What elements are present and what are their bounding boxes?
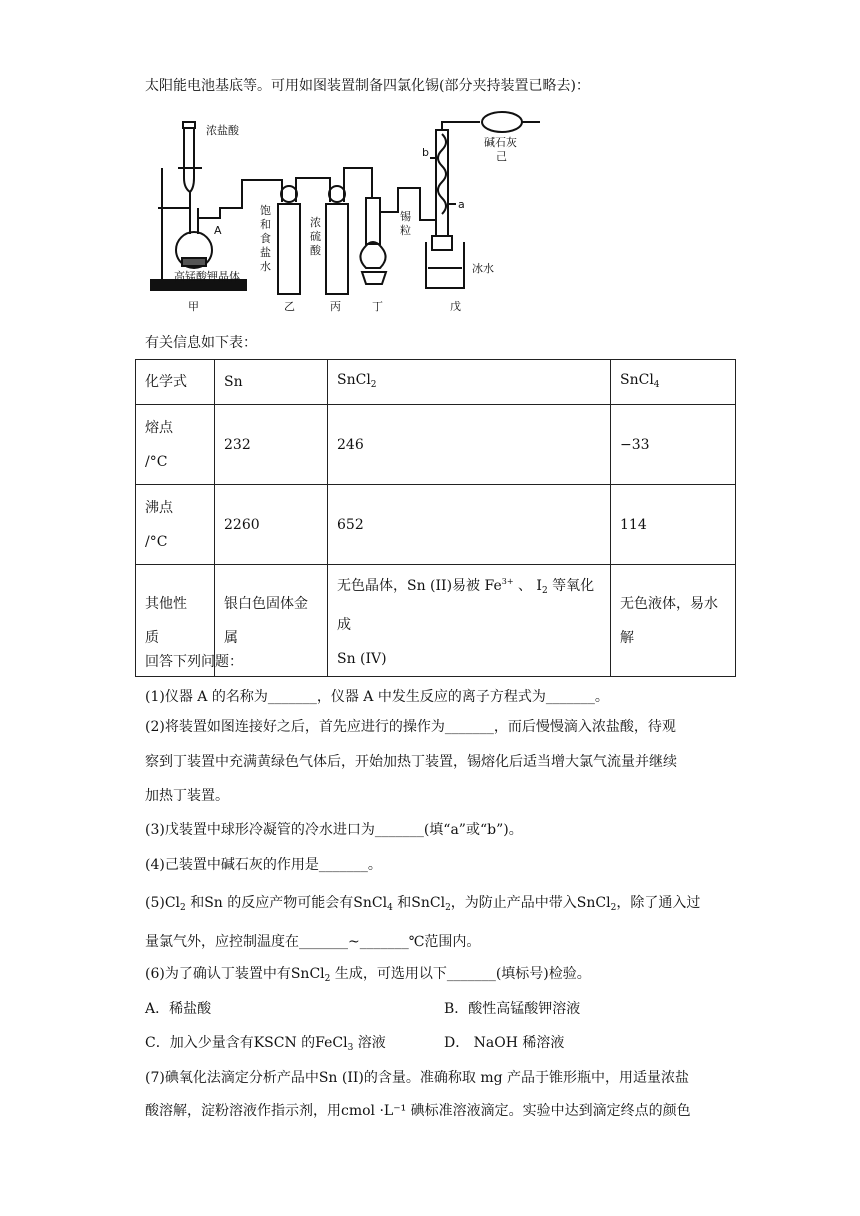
- conc-hcl-label: 浓盐酸: [206, 124, 239, 137]
- h2so4-label-2: 硫: [310, 230, 321, 243]
- question-7-line-1: (7)碘氧化法滴定分析产品中Sn (II)的含量。准确称取 mg 产品于锥形瓶中，用适量浓盐: [145, 1070, 690, 1086]
- brine-label-5: 水: [260, 260, 271, 273]
- cell-sn: 银白色固体金 属: [215, 565, 328, 677]
- header-sncl4: SnCl$_4$: [611, 360, 736, 405]
- h2so4-label-3: 酸: [310, 244, 321, 257]
- question-6: (6)为了确认丁装置中有SnCl$_2$ 生成，可选用以下_______(填标号)检验。: [145, 966, 591, 984]
- cell-sncl4: 114: [611, 485, 736, 565]
- table-intro: 有关信息如下表：: [145, 335, 257, 351]
- option-d: D． NaOH 稀溶液: [444, 1035, 565, 1051]
- question-5-line-2: 量氯气外，应控制温度在_______~_______℃范围内。: [145, 934, 481, 950]
- table-header-row: [136, 360, 736, 405]
- tin-label-1: 锡: [400, 210, 411, 223]
- ji-label: 己: [496, 150, 507, 163]
- cell-sncl4: −33: [611, 405, 736, 485]
- question-7-line-2: 酸溶解，淀粉溶液作指示剂，用cmol ·L⁻¹ 碘标准溶液滴定。实验中达到滴定终点的颜色: [145, 1103, 691, 1119]
- question-4: (4)己装置中碱石灰的作用是_______。: [145, 857, 382, 873]
- row-label: 其他性 质: [136, 565, 215, 677]
- cell-sncl2: 246: [328, 405, 611, 485]
- header-formula: 化学式: [136, 360, 215, 405]
- label-bing: 丙: [330, 300, 341, 313]
- row-label: 沸点 /°C: [136, 485, 215, 565]
- properties-table: [135, 359, 736, 677]
- cell-sn: 2260: [215, 485, 328, 565]
- option-a: A．稀盐酸: [145, 1001, 212, 1017]
- label-ding: 丁: [372, 300, 383, 313]
- cell-sncl2: 652: [328, 485, 611, 565]
- answer-prompt: 回答下列问题：: [145, 654, 243, 670]
- question-3: (3)戊装置中球形冷凝管的冷水进口为_______(填“a”或“b”)。: [145, 822, 523, 838]
- tin-label-2: 粒: [400, 224, 411, 237]
- brine-label-1: 饱: [260, 204, 271, 217]
- brine-label-4: 盐: [260, 246, 271, 259]
- question-2-line-2: 察到丁装置中充满黄绿色气体后，开始加热丁装置，锡熔化后适当增大氯气流量并继续: [145, 754, 677, 770]
- brine-label-3: 食: [260, 232, 271, 245]
- option-c: C．加入少量含有KSCN 的FeCl$_3$ 溶液: [145, 1035, 386, 1053]
- label-wu: 戊: [450, 300, 461, 313]
- kmno4-label: 高锰酸钾晶体: [174, 270, 240, 283]
- flask-a-label: A: [214, 224, 222, 237]
- question-2-line-3: 加热丁装置。: [145, 788, 229, 804]
- h2so4-label-1: 浓: [310, 216, 321, 229]
- cell-sncl2: 无色晶体，Sn (II)易被 $Fe^{3+}$ 、 $I_2$ 等氧化成 Sn (IV): [328, 565, 611, 677]
- icewater-label: 冰水: [472, 262, 494, 275]
- port-a-label: a: [458, 198, 465, 211]
- brine-label-2: 和: [260, 218, 271, 231]
- table-row: [136, 405, 736, 485]
- sodalime-label: 碱石灰: [484, 136, 517, 149]
- apparatus-figure: [150, 108, 550, 318]
- header-sncl2: SnCl$_2$: [328, 360, 611, 405]
- header-sn: Sn: [215, 360, 328, 405]
- row-label: 熔点 /°C: [136, 405, 215, 485]
- option-b: B．酸性高锰酸钾溶液: [444, 1001, 581, 1017]
- intro-line: 太阳能电池基底等。可用如图装置制备四氯化锡(部分夹持装置已略去)：: [145, 78, 590, 94]
- label-jia: 甲: [188, 300, 199, 313]
- port-b-label: b: [422, 146, 429, 159]
- question-5-line-1: $(5)Cl_2$ 和Sn 的反应产物可能会有SnCl$_4$ 和SnCl$_2$，为防止产品中带入SnCl$_2$，除了通入过: [145, 895, 701, 913]
- question-2-line-1: (2)将装置如图连接好之后，首先应进行的操作为_______，而后慢慢滴入浓盐酸，待观: [145, 719, 676, 735]
- cell-sn: 232: [215, 405, 328, 485]
- table-row: [136, 485, 736, 565]
- label-yi: 乙: [284, 300, 295, 313]
- question-1: (1)仪器 A 的名称为_______，仪器 A 中发生反应的离子方程式为_______。: [145, 689, 609, 705]
- cell-sncl4: 无色液体，易水 解: [611, 565, 736, 677]
